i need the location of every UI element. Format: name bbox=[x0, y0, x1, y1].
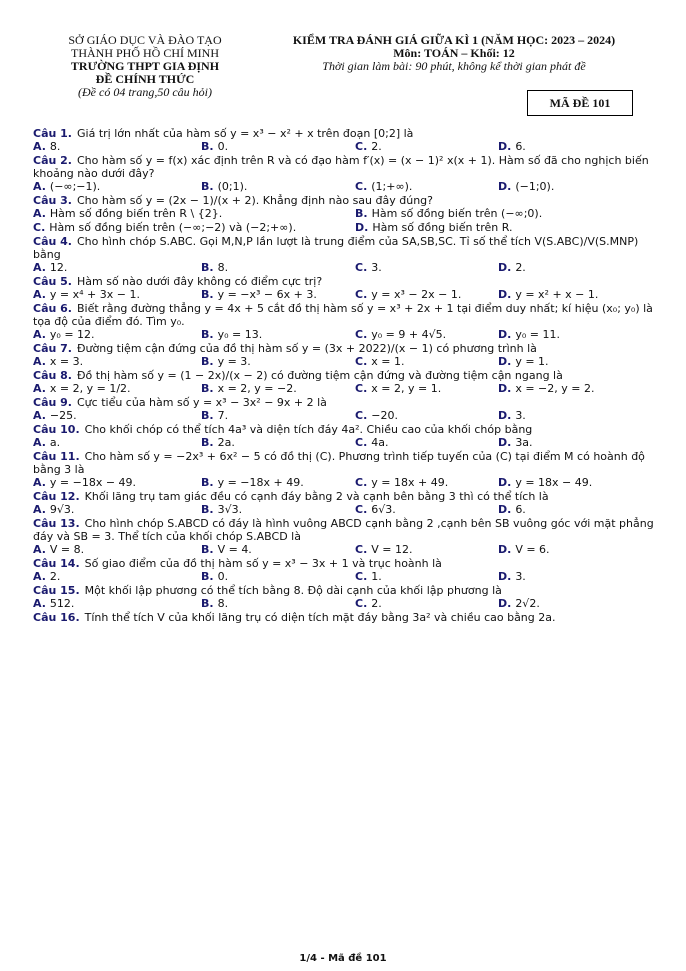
option-letter: A. bbox=[33, 476, 46, 489]
option-text: (−1;0). bbox=[515, 180, 555, 193]
answer-option bbox=[201, 382, 297, 395]
answer-option bbox=[355, 476, 448, 489]
question-text: Biết rằng đường thẳng y = 4x + 5 cắt đồ thị hàm số y = x³ + 2x + 1 tại điểm duy nhất; kí hiệu (x₀; y₀) là tọa độ của điểm đó. Tìm y₀. bbox=[33, 302, 653, 328]
answer-option bbox=[33, 261, 67, 274]
answer-option bbox=[355, 355, 404, 368]
answer-option bbox=[33, 140, 60, 153]
question-stem bbox=[33, 517, 658, 543]
option-letter: B. bbox=[201, 570, 214, 583]
exam-subject: Môn: TOÁN – Khối: 12 bbox=[393, 46, 515, 60]
answer-option bbox=[355, 382, 441, 395]
option-text: y = x³ − 2x − 1. bbox=[371, 288, 462, 301]
answer-option bbox=[355, 207, 542, 220]
options-row bbox=[33, 328, 658, 342]
answer-option bbox=[33, 570, 60, 583]
question-8 bbox=[33, 369, 658, 396]
option-letter: A. bbox=[33, 409, 46, 422]
answer-option bbox=[498, 355, 549, 368]
exam-code-box: MÃ ĐỀ 101 bbox=[527, 90, 633, 116]
option-letter: B. bbox=[201, 543, 214, 556]
option-text: Hàm số đồng biến trên R \ {2}. bbox=[49, 207, 223, 220]
answer-option bbox=[498, 140, 526, 153]
options-row bbox=[33, 476, 658, 490]
option-text: −25. bbox=[49, 409, 77, 422]
option-text: y₀ = 12. bbox=[49, 328, 95, 341]
option-text: y = 3. bbox=[217, 355, 251, 368]
answer-option bbox=[33, 328, 95, 341]
option-letter: C. bbox=[355, 140, 368, 153]
option-text: V = 6. bbox=[515, 543, 550, 556]
option-letter: A. bbox=[33, 570, 46, 583]
question-number: Câu 9. bbox=[33, 396, 72, 409]
option-text: 2. bbox=[515, 261, 526, 274]
option-letter: C. bbox=[355, 180, 368, 193]
option-text: x = 2, y = 1. bbox=[371, 382, 442, 395]
question-11 bbox=[33, 450, 658, 490]
school-name: TRƯỜNG THPT GIA ĐỊNH bbox=[70, 59, 220, 73]
option-text: 9√3. bbox=[49, 503, 75, 516]
option-letter: D. bbox=[498, 328, 512, 341]
answer-option bbox=[498, 503, 526, 516]
option-letter: D. bbox=[498, 409, 512, 422]
option-text: 4a. bbox=[371, 436, 389, 449]
option-text: y = −x³ − 6x + 3. bbox=[217, 288, 317, 301]
answer-option bbox=[355, 543, 413, 556]
option-text: a. bbox=[49, 436, 61, 449]
option-letter: C. bbox=[355, 261, 368, 274]
answer-option bbox=[201, 436, 235, 449]
option-text: 6√3. bbox=[371, 503, 396, 516]
question-stem bbox=[33, 127, 658, 140]
question-text: Số giao điểm của đồ thị hàm số y = x³ − 3x + 1 và trục hoành là bbox=[84, 557, 442, 570]
option-letter: B. bbox=[201, 382, 214, 395]
option-letter: C. bbox=[355, 476, 368, 489]
option-text: y₀ = 13. bbox=[217, 328, 263, 341]
option-text: 2. bbox=[49, 570, 61, 583]
option-letter: D. bbox=[498, 261, 512, 274]
question-text: Một khối lập phương có thể tích bằng 8. Độ dài cạnh của khối lập phương là bbox=[84, 584, 502, 597]
option-letter: A. bbox=[33, 355, 46, 368]
answer-option bbox=[355, 328, 446, 341]
option-letter: B. bbox=[201, 140, 214, 153]
option-letter: A. bbox=[33, 543, 46, 556]
answer-option bbox=[355, 140, 382, 153]
option-text: y = x² + x − 1. bbox=[515, 288, 599, 301]
question-stem bbox=[33, 584, 658, 597]
options-row bbox=[33, 207, 658, 221]
question-number: Câu 5. bbox=[33, 275, 72, 288]
question-number: Câu 1. bbox=[33, 127, 72, 140]
question-text: Cho hàm số y = −2x³ + 6x² − 5 có đồ thị (C). Phương trình tiếp tuyến của (C) tại điểm M có hoành độ bằng 3 là bbox=[33, 450, 645, 476]
question-list bbox=[33, 127, 658, 624]
answer-option bbox=[355, 436, 389, 449]
answer-option bbox=[498, 328, 560, 341]
option-letter: C. bbox=[33, 221, 46, 234]
question-number: Câu 10. bbox=[33, 423, 80, 436]
answer-option bbox=[201, 597, 228, 610]
option-letter: A. bbox=[33, 328, 46, 341]
option-text: 2. bbox=[371, 597, 382, 610]
option-text: 6. bbox=[515, 140, 526, 153]
option-text: V = 8. bbox=[49, 543, 85, 556]
option-text: 12. bbox=[49, 261, 68, 274]
option-text: 3√3. bbox=[217, 503, 243, 516]
answer-option bbox=[355, 503, 396, 516]
answer-option bbox=[355, 261, 382, 274]
question-number: Câu 16. bbox=[33, 611, 80, 624]
question-6 bbox=[33, 302, 658, 342]
option-text: (−∞;−1). bbox=[49, 180, 101, 193]
option-letter: C. bbox=[355, 503, 368, 516]
option-letter: C. bbox=[355, 355, 368, 368]
option-text: Hàm số đồng biến trên (−∞;0). bbox=[371, 207, 543, 220]
option-letter: C. bbox=[355, 570, 368, 583]
answer-option bbox=[498, 543, 550, 556]
question-text: Khối lăng trụ tam giác đều có cạnh đáy bằng 2 và cạnh bên bằng 3 thì có thể tích là bbox=[84, 490, 549, 503]
department-name: SỞ GIÁO DỤC VÀ ĐÀO TẠO bbox=[68, 33, 222, 47]
option-text: 8. bbox=[217, 597, 229, 610]
option-text: y = −18x + 49. bbox=[217, 476, 304, 489]
question-16 bbox=[33, 611, 658, 624]
question-13 bbox=[33, 517, 658, 557]
option-text: −20. bbox=[371, 409, 398, 422]
question-stem bbox=[33, 154, 658, 180]
option-text: 0. bbox=[217, 570, 229, 583]
option-letter: A. bbox=[33, 382, 46, 395]
option-letter: A. bbox=[33, 140, 46, 153]
option-letter: D. bbox=[498, 140, 512, 153]
question-text: Cho hàm số y = (2x − 1)/(x + 2). Khẳng định nào sau đây đúng? bbox=[77, 194, 433, 207]
answer-option bbox=[33, 476, 136, 489]
options-row bbox=[33, 409, 658, 423]
options-row bbox=[33, 288, 658, 302]
option-text: Hàm số đồng biến trên R. bbox=[372, 221, 513, 234]
option-letter: C. bbox=[355, 288, 368, 301]
option-letter: A. bbox=[33, 261, 46, 274]
option-letter: D. bbox=[498, 436, 512, 449]
answer-option bbox=[33, 543, 84, 556]
option-letter: B. bbox=[201, 503, 214, 516]
question-stem bbox=[33, 369, 658, 382]
exam-time-note: Thời gian làm bài: 90 phút, không kể thời gian phát đề bbox=[322, 59, 586, 73]
question-14 bbox=[33, 557, 658, 584]
question-number: Câu 14. bbox=[33, 557, 80, 570]
answer-option bbox=[33, 409, 77, 422]
option-text: 2√2. bbox=[515, 597, 540, 610]
option-letter: B. bbox=[201, 261, 214, 274]
answer-option bbox=[201, 355, 251, 368]
question-stem bbox=[33, 490, 658, 503]
option-letter: A. bbox=[33, 180, 46, 193]
question-number: Câu 3. bbox=[33, 194, 72, 207]
option-letter: A. bbox=[33, 436, 46, 449]
options-row bbox=[33, 436, 658, 450]
question-number: Câu 12. bbox=[33, 490, 80, 503]
option-text: 3. bbox=[515, 570, 526, 583]
question-5 bbox=[33, 275, 658, 302]
question-stem bbox=[33, 302, 658, 328]
option-letter: B. bbox=[201, 180, 214, 193]
options-row bbox=[33, 382, 658, 396]
option-letter: B. bbox=[201, 288, 214, 301]
option-text: y = 18x + 49. bbox=[371, 476, 449, 489]
options-row bbox=[33, 180, 658, 194]
question-text: Đồ thị hàm số y = (1 − 2x)/(x − 2) có đường tiệm cận đứng và đường tiệm cận ngang là bbox=[77, 369, 563, 382]
question-text: Đường tiệm cận đứng của đồ thị hàm số y = (3x + 2022)/(x − 1) có phương trình là bbox=[77, 342, 537, 355]
answer-option bbox=[33, 288, 140, 301]
question-4 bbox=[33, 235, 658, 275]
question-number: Câu 15. bbox=[33, 584, 80, 597]
option-text: y = 18x − 49. bbox=[515, 476, 593, 489]
option-text: 0. bbox=[217, 140, 229, 153]
option-text: (0;1). bbox=[217, 180, 248, 193]
question-text: Cho khối chóp có thể tích 4a³ và diện tích đáy 4a². Chiều cao của khối chóp bằng bbox=[84, 423, 533, 436]
answer-option bbox=[33, 436, 60, 449]
answer-option bbox=[201, 476, 304, 489]
option-letter: D. bbox=[498, 288, 512, 301]
option-text: V = 4. bbox=[217, 543, 252, 556]
answer-option bbox=[201, 288, 317, 301]
option-letter: A. bbox=[33, 597, 46, 610]
option-text: y₀ = 11. bbox=[515, 328, 560, 341]
exam-header bbox=[254, 34, 654, 73]
answer-option bbox=[33, 180, 100, 193]
option-letter: D. bbox=[498, 570, 512, 583]
answer-option bbox=[355, 570, 382, 583]
options-row bbox=[33, 543, 658, 557]
answer-option bbox=[498, 180, 554, 193]
option-text: y₀ = 9 + 4√5. bbox=[371, 328, 447, 341]
answer-option bbox=[33, 503, 74, 516]
option-text: V = 12. bbox=[371, 543, 413, 556]
question-stem bbox=[33, 275, 658, 288]
question-text: Cực tiểu của hàm số y = x³ − 3x² − 9x + 2 là bbox=[77, 396, 327, 409]
question-stem bbox=[33, 194, 658, 207]
options-row bbox=[33, 221, 658, 235]
question-stem bbox=[33, 342, 658, 355]
option-letter: D. bbox=[498, 476, 512, 489]
answer-option bbox=[201, 328, 262, 341]
answer-option bbox=[33, 597, 74, 610]
exam-title: KIỂM TRA ĐÁNH GIÁ GIỮA KÌ 1 (NĂM HỌC: 2023 – 2024) bbox=[292, 33, 616, 47]
option-text: 512. bbox=[49, 597, 75, 610]
question-stem bbox=[33, 423, 658, 436]
question-number: Câu 8. bbox=[33, 369, 72, 382]
option-text: x = 2, y = −2. bbox=[217, 382, 297, 395]
answer-option bbox=[498, 288, 598, 301]
answer-option bbox=[201, 503, 242, 516]
answer-option bbox=[201, 261, 228, 274]
question-10 bbox=[33, 423, 658, 450]
option-text: Hàm số đồng biến trên (−∞;−2) và (−2;+∞). bbox=[49, 221, 297, 234]
option-text: x = 1. bbox=[371, 355, 405, 368]
option-letter: D. bbox=[498, 355, 512, 368]
question-text: Cho hàm số y = f(x) xác định trên R và có đạo hàm f′(x) = (x − 1)² x(x + 1). Hàm số đã cho nghịch biến khoảng nào dưới đây? bbox=[33, 154, 649, 180]
answer-option bbox=[201, 543, 252, 556]
question-3 bbox=[33, 194, 658, 235]
answer-option bbox=[33, 221, 296, 234]
page-count-note: (Đề có 04 trang,50 câu hỏi) bbox=[78, 85, 212, 99]
option-letter: C. bbox=[355, 597, 368, 610]
question-number: Câu 13. bbox=[33, 517, 80, 530]
question-12 bbox=[33, 490, 658, 517]
option-text: y = x⁴ + 3x − 1. bbox=[49, 288, 140, 301]
option-text: x = 3. bbox=[49, 355, 84, 368]
option-letter: B. bbox=[201, 597, 214, 610]
answer-option bbox=[201, 140, 228, 153]
question-stem bbox=[33, 557, 658, 570]
option-text: 7. bbox=[217, 409, 229, 422]
answer-option bbox=[498, 409, 526, 422]
option-text: y = 1. bbox=[515, 355, 549, 368]
question-text: Hàm số nào dưới đây không có điểm cực trị? bbox=[77, 275, 323, 288]
option-letter: A. bbox=[33, 207, 46, 220]
option-letter: D. bbox=[498, 180, 512, 193]
options-row bbox=[33, 503, 658, 517]
option-text: y = −18x − 49. bbox=[49, 476, 137, 489]
question-text: Cho hình chóp S.ABC. Gọi M,N,P lần lượt là trung điểm của SA,SB,SC. Tỉ số thể tích V(S.ABC)/V(S.MNP) bằng bbox=[33, 235, 639, 261]
answer-option bbox=[201, 180, 247, 193]
answer-option bbox=[33, 207, 222, 220]
question-9 bbox=[33, 396, 658, 423]
option-letter: B. bbox=[201, 476, 214, 489]
option-letter: D. bbox=[498, 597, 512, 610]
question-7 bbox=[33, 342, 658, 369]
option-letter: B. bbox=[201, 409, 214, 422]
option-letter: D. bbox=[498, 382, 512, 395]
option-text: x = 2, y = 1/2. bbox=[49, 382, 131, 395]
question-text: Tính thể tích V của khối lăng trụ có diện tích mặt đáy bằng 3a² và chiều cao bằng 2a. bbox=[84, 611, 556, 624]
option-text: 8. bbox=[217, 261, 229, 274]
option-text: 1. bbox=[371, 570, 382, 583]
answer-option bbox=[201, 570, 228, 583]
option-text: x = −2, y = 2. bbox=[515, 382, 595, 395]
question-1 bbox=[33, 127, 658, 154]
option-letter: B. bbox=[201, 355, 214, 368]
option-letter: D. bbox=[498, 543, 512, 556]
options-row bbox=[33, 597, 658, 611]
page-footer: 1/4 - Mã đề 101 bbox=[299, 953, 387, 964]
option-text: 3a. bbox=[515, 436, 533, 449]
options-row bbox=[33, 570, 658, 584]
question-2 bbox=[33, 154, 658, 194]
option-text: 6. bbox=[515, 503, 526, 516]
option-letter: A. bbox=[33, 288, 46, 301]
question-number: Câu 2. bbox=[33, 154, 72, 167]
answer-option bbox=[201, 409, 228, 422]
option-letter: B. bbox=[201, 436, 214, 449]
question-15 bbox=[33, 584, 658, 611]
option-letter: C. bbox=[355, 436, 368, 449]
option-letter: C. bbox=[355, 382, 368, 395]
answer-option bbox=[498, 261, 526, 274]
option-text: (1;+∞). bbox=[371, 180, 413, 193]
option-text: 3. bbox=[515, 409, 526, 422]
question-text: Cho hình chóp S.ABCD có đáy là hình vuông ABCD cạnh bằng 2 ,cạnh bên SB vuông góc với mặt phẳng đáy và SB = 3. Thể tích của khối chóp S.ABCD là bbox=[33, 517, 654, 543]
answer-option bbox=[355, 288, 461, 301]
option-letter: B. bbox=[355, 207, 368, 220]
answer-option bbox=[355, 409, 398, 422]
question-stem bbox=[33, 396, 658, 409]
city-name: THÀNH PHỐ HỒ CHÍ MINH bbox=[71, 46, 219, 60]
question-number: Câu 4. bbox=[33, 235, 72, 248]
answer-option bbox=[498, 570, 526, 583]
answer-option bbox=[498, 476, 592, 489]
question-number: Câu 11. bbox=[33, 450, 80, 463]
option-text: 8. bbox=[49, 140, 61, 153]
option-letter: C. bbox=[355, 543, 368, 556]
question-stem bbox=[33, 611, 658, 624]
question-text: Giá trị lớn nhất của hàm số y = x³ − x² + x trên đoạn [0;2] là bbox=[77, 127, 414, 140]
answer-option bbox=[498, 436, 533, 449]
question-stem bbox=[33, 450, 658, 476]
option-letter: B. bbox=[201, 328, 214, 341]
official-label: ĐỀ CHÍNH THỨC bbox=[95, 72, 195, 86]
option-letter: C. bbox=[355, 328, 368, 341]
question-number: Câu 6. bbox=[33, 302, 72, 315]
answer-option bbox=[498, 382, 594, 395]
option-text: 2a. bbox=[217, 436, 235, 449]
answer-option bbox=[33, 382, 131, 395]
option-letter: A. bbox=[33, 503, 46, 516]
options-row bbox=[33, 355, 658, 369]
option-letter: D. bbox=[498, 503, 512, 516]
answer-option bbox=[355, 597, 382, 610]
school-header bbox=[40, 34, 250, 99]
answer-option bbox=[33, 355, 83, 368]
answer-option bbox=[498, 597, 540, 610]
answer-option bbox=[355, 180, 412, 193]
option-text: 3. bbox=[371, 261, 382, 274]
option-text: 2. bbox=[371, 140, 382, 153]
question-number: Câu 7. bbox=[33, 342, 72, 355]
question-stem bbox=[33, 235, 658, 261]
options-row bbox=[33, 261, 658, 275]
answer-option bbox=[355, 221, 513, 234]
option-letter: D. bbox=[355, 221, 369, 234]
option-letter: C. bbox=[355, 409, 368, 422]
options-row bbox=[33, 140, 658, 154]
